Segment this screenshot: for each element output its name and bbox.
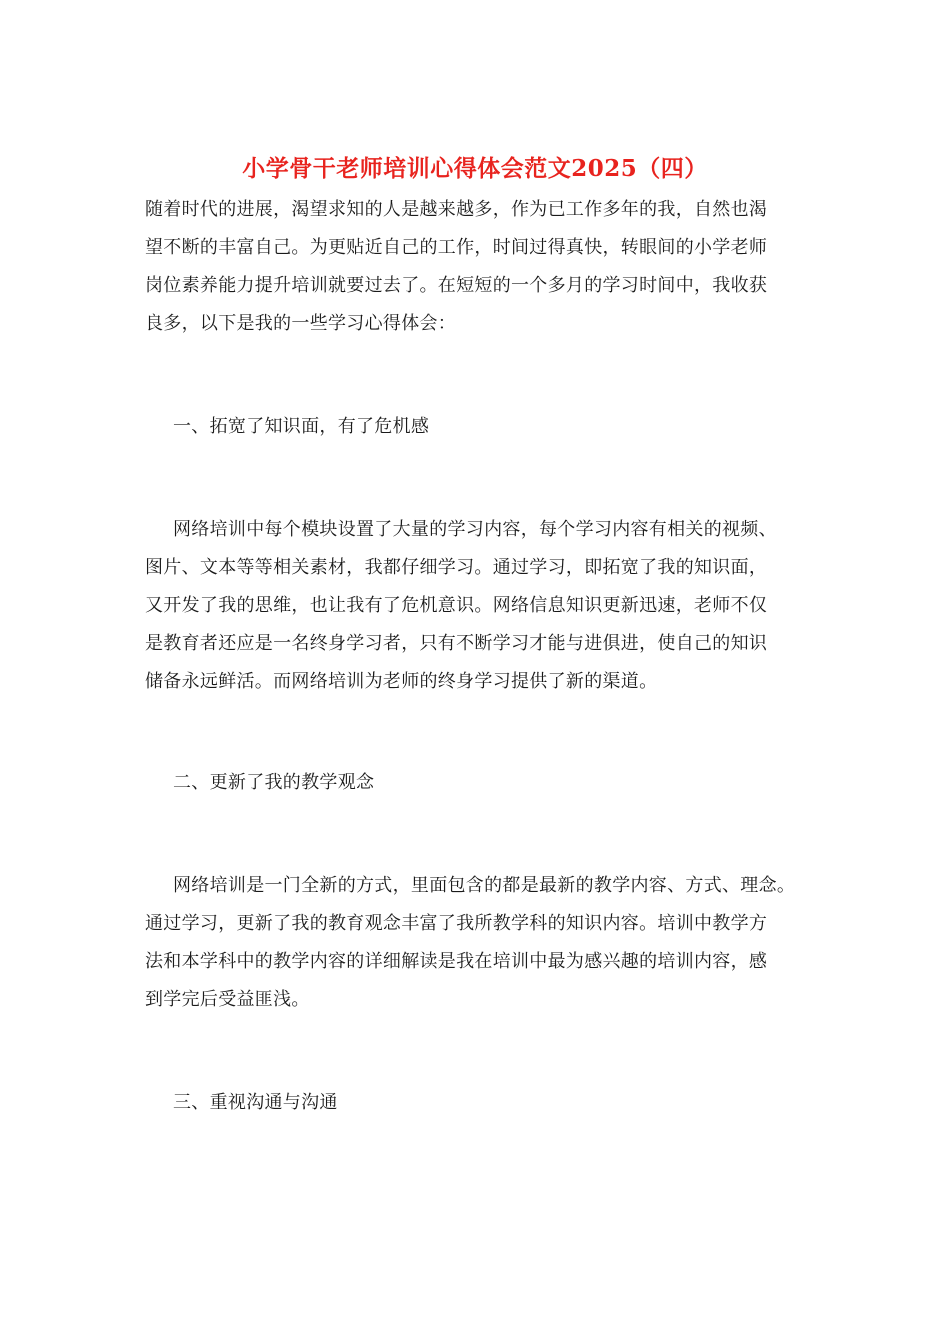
section3-heading: 三、重视沟通与沟通 — [173, 1092, 338, 1113]
document-title: 小学骨干老师培训心得体会范文2025（四） — [242, 155, 708, 182]
section1-heading: 一、拓宽了知识面，有了危机感 — [173, 416, 430, 437]
section2-heading: 二、更新了我的教学观念 — [173, 772, 375, 793]
section1-line-2: 图片、文本等等相关素材，我都仔细学习。通过学习，即拓宽了我的知识面， — [145, 557, 768, 578]
section1-line-4: 是教育者还应是一名终身学习者，只有不断学习才能与进俱进，使自己的知识 — [145, 633, 768, 654]
section1-line-1: 网络培训中每个模块设置了大量的学习内容，每个学习内容有相关的视频、 — [173, 519, 777, 540]
intro-line-1: 随着时代的进展，渴望求知的人是越来越多，作为已工作多年的我，自然也渴 — [145, 199, 768, 220]
section2-line-2: 通过学习，更新了我的教育观念丰富了我所教学科的知识内容。培训中教学方 — [145, 913, 768, 934]
section1-line-3: 又开发了我的思维，也让我有了危机意识。网络信息知识更新迅速，老师不仅 — [145, 595, 768, 616]
section2-line-4: 到学完后受益匪浅。 — [145, 989, 310, 1010]
section2-line-3: 法和本学科中的教学内容的详细解读是我在培训中最为感兴趣的培训内容，感 — [145, 951, 768, 972]
intro-line-2: 望不断的丰富自己。为更贴近自己的工作，时间过得真快，转眼间的小学老师 — [145, 237, 768, 258]
section2-line-1: 网络培训是一门全新的方式，里面包含的都是最新的教学内容、方式、理念。 — [173, 875, 796, 896]
intro-line-3: 岗位素养能力提升培训就要过去了。在短短的一个多月的学习时间中，我收获 — [145, 275, 768, 296]
section1-line-5: 储备永远鲜活。而网络培训为老师的终身学习提供了新的渠道。 — [145, 671, 658, 692]
intro-line-4: 良多，以下是我的一些学习心得体会： — [145, 313, 457, 334]
